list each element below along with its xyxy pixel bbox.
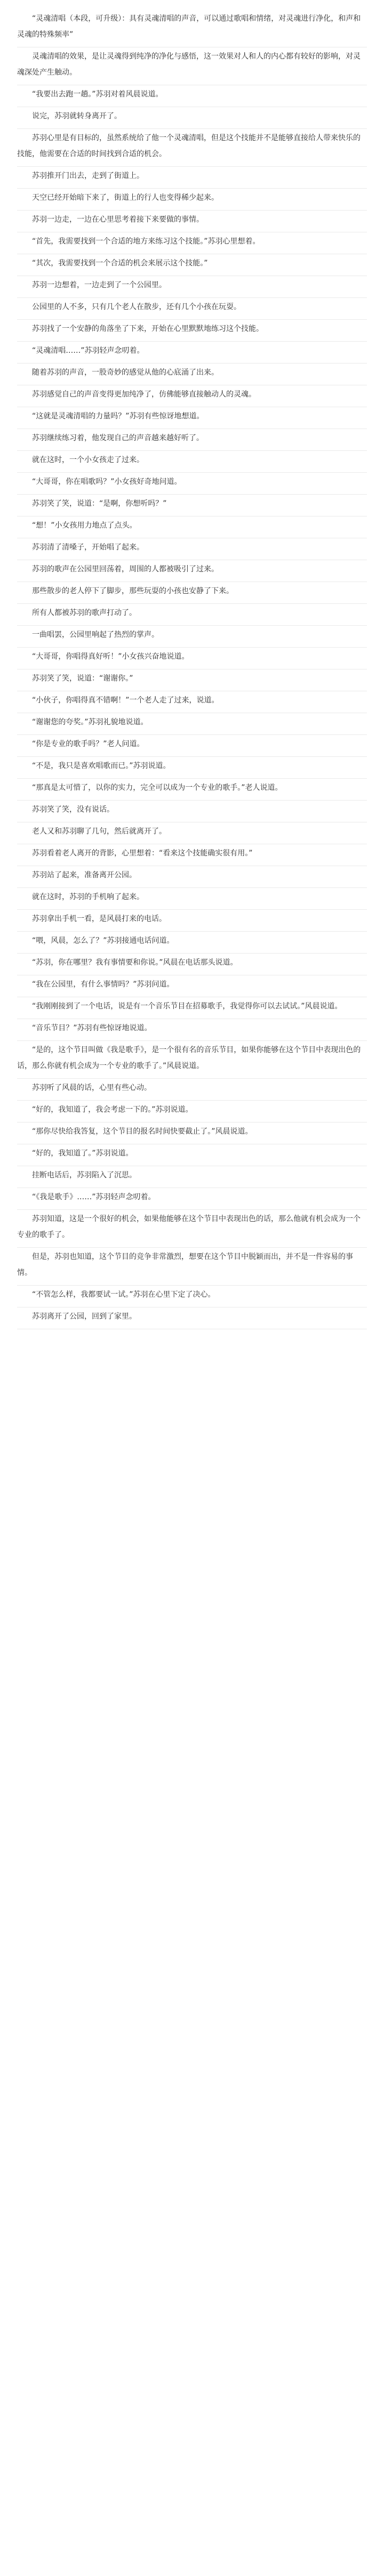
paragraph: 苏羽感觉自己的声音变得更加纯净了，仿佛能够直接触动人的灵魂。 [17,385,367,407]
paragraph: “不是，我只是喜欢唱歌而已。”苏羽说道。 [17,757,367,779]
paragraph: “灵魂清唱（本段，可升级）：具有灵魂清唱的声音，可以通过歌唱和情绪，对灵魂进行净化，和声和灵魂的特殊频率” [17,10,367,47]
paragraph: 苏羽离开了公园，回到了家里。 [17,1307,367,1329]
paragraph: 随着苏羽的声音，一股奇妙的感觉从他的心底涌了出来。 [17,364,367,385]
paragraph: 苏羽一边想着，一边走到了一个公园里。 [17,276,367,298]
paragraph: “我在公园里，有什么事情吗？”苏羽问道。 [17,975,367,997]
paragraph: 一曲唱罢，公园里响起了热烈的掌声。 [17,626,367,648]
paragraph: 就在这时，一个小女孩走了过来。 [17,451,367,473]
paragraph: “这就是灵魂清唱的力量吗？”苏羽有些惊讶地想道。 [17,407,367,429]
paragraph: “苏羽，你在哪里？我有事情要和你说。”风晨在电话那头说道。 [17,954,367,975]
paragraph: “好的，我知道了。”苏羽说道。 [17,1144,367,1166]
paragraph: 苏羽清了清嗓子，开始唱了起来。 [17,538,367,560]
paragraph: “大哥哥，你在唱歌吗？”小女孩好奇地问道。 [17,473,367,495]
paragraph: “我刚刚接到了一个电话，说是有一个音乐节目在招募歌手，我觉得你可以去试试。”风晨说道。 [17,997,367,1019]
paragraph: 苏羽心里是有目标的，虽然系统给了他一个灵魂清唱，但是这个技能并不是能够直接给人带来快乐的技能，他需要在合适的时间找到合适的机会。 [17,129,367,167]
paragraph: “那你尽快给我答复，这个节目的报名时间快要截止了。”风晨说道。 [17,1123,367,1144]
paragraph: “不管怎么样，我都要试一试。”苏羽在心里下定了决心。 [17,1286,367,1307]
paragraph: 苏羽看着老人离开的背影，心里想着：“看来这个技能确实很有用。” [17,844,367,866]
paragraph: 苏羽拿出手机一看，是风晨打来的电话。 [17,910,367,932]
paragraph: “《我是歌手》……”苏羽轻声念叨着。 [17,1188,367,1210]
paragraph: “那真是太可惜了，以你的实力，完全可以成为一个专业的歌手。”老人说道。 [17,779,367,801]
paragraph: 苏羽听了风晨的话，心里有些心动。 [17,1079,367,1101]
paragraph: 说完，苏羽就转身离开了。 [17,107,367,129]
paragraph: 苏羽笑了笑，说道：“是啊，你想听吗？” [17,495,367,516]
paragraph: “音乐节目？”苏羽有些惊讶地说道。 [17,1019,367,1041]
paragraph: 但是，苏羽也知道，这个节目的竞争非常激烈，想要在这个节目中脱颖而出，并不是一件容易的事情。 [17,1248,367,1286]
paragraph: “谢谢您的夸奖。”苏羽礼貌地说道。 [17,713,367,735]
paragraph: 苏羽知道，这是一个很好的机会，如果他能够在这个节目中表现出色的话，那么他就有机会成为一个专业的歌手了。 [17,1210,367,1248]
paragraph: 苏羽一边走，一边在心里思考着接下来要做的事情。 [17,211,367,232]
paragraph: “其次，我需要找到一个合适的机会来展示这个技能。” [17,254,367,276]
paragraph: 苏羽笑了笑，说道：“谢谢你。” [17,669,367,691]
paragraph: 苏羽继续练习着，他发现自己的声音越来越好听了。 [17,429,367,451]
paragraph: “是的，这个节目叫做《我是歌手》，是一个很有名的音乐节目，如果你能够在这个节目中表现出色的话，那么你就有机会成为一个专业的歌手了。”风晨说道。 [17,1041,367,1079]
paragraph: 所有人都被苏羽的歌声打动了。 [17,604,367,626]
paragraph: 就在这时，苏羽的手机响了起来。 [17,888,367,910]
paragraph: 苏羽站了起来，准备离开公园。 [17,866,367,888]
paragraph: “好的，我知道了，我会考虑一下的。”苏羽说道。 [17,1101,367,1123]
paragraph: 苏羽找了一个安静的角落坐了下来，开始在心里默默地练习这个技能。 [17,320,367,342]
paragraph: 老人又和苏羽聊了几句，然后就离开了。 [17,822,367,844]
paragraph: 公园里的人不多，只有几个老人在散步，还有几个小孩在玩耍。 [17,298,367,320]
paragraph: 苏羽的歌声在公园里回荡着，周围的人都被吸引了过来。 [17,560,367,582]
paragraph: 苏羽推开门出去，走到了街道上。 [17,167,367,189]
paragraph: “大哥哥，你唱得真好听！”小女孩兴奋地说道。 [17,648,367,669]
paragraph: “小伙子，你唱得真不错啊！”一个老人走了过来，说道。 [17,691,367,713]
paragraph: “我要出去跑一趟。”苏羽对着风晨说道。 [17,85,367,107]
paragraph: 那些散步的老人停下了脚步，那些玩耍的小孩也安静了下来。 [17,582,367,604]
paragraph: 挂断电话后，苏羽陷入了沉思。 [17,1166,367,1188]
paragraph: 灵魂清唱的效果，是让灵魂得到纯净的净化与感悟，这一效果对人和人的内心都有较好的影响，对灵魂深处产生触动。 [17,47,367,85]
paragraph: 天空已经开始暗下来了，街道上的行人也变得稀少起来。 [17,189,367,211]
paragraph: “喂，风晨，怎么了？”苏羽接通电话问道。 [17,932,367,954]
paragraph: “首先，我需要找到一个合适的地方来练习这个技能。”苏羽心里想着。 [17,232,367,254]
paragraph: “灵魂清唱……”苏羽轻声念叨着。 [17,342,367,364]
paragraph: “你是专业的歌手吗？”老人问道。 [17,735,367,757]
paragraph: 苏羽笑了笑，没有说话。 [17,801,367,822]
paragraph: “想！”小女孩用力地点了点头。 [17,516,367,538]
